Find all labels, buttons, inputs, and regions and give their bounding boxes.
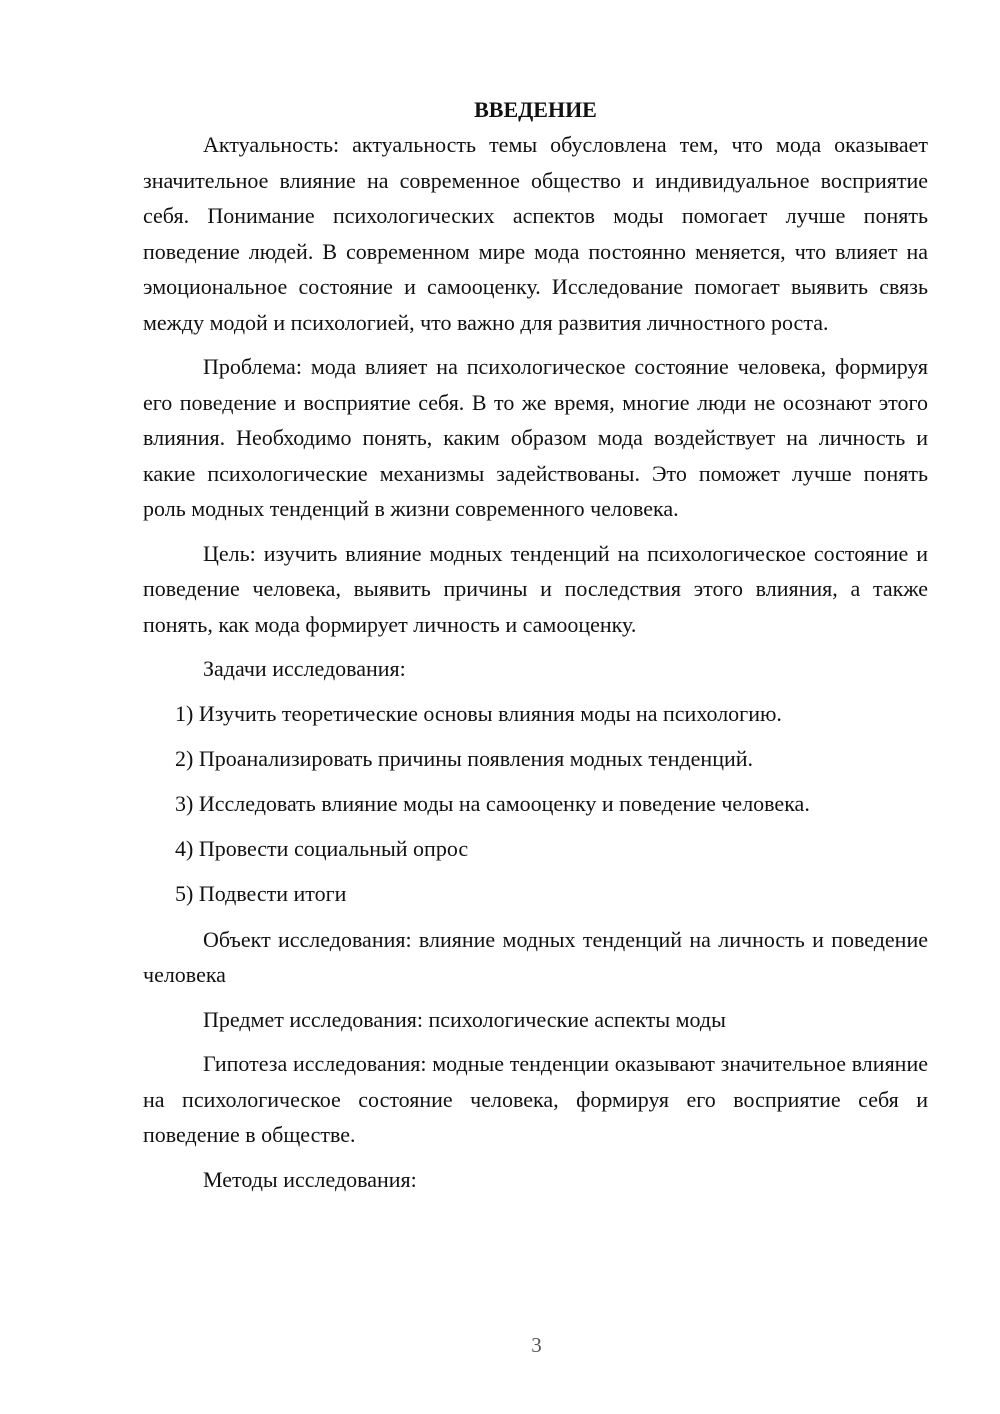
paragraph-subject: Предмет исследования: психологические аспекты моды (203, 1006, 726, 1032)
list-item: 3) Исследовать влияние моды на самооценку и поведение человека. (175, 791, 810, 816)
tasks-list (143, 696, 928, 912)
list-item: 4) Провести социальный опрос (175, 836, 469, 861)
paragraph-object: Объект исследования: влияние модных тенденций на личность и поведение человека (143, 926, 928, 987)
tasks-heading: Задачи исследования: (203, 656, 406, 681)
page-number: 3 (531, 1333, 542, 1357)
paragraph-relevance: Актуальность: актуальность темы обусловлена тем, что мода оказывает значительное влияние на современное общество и индивидуальное восприятие себя. Понимание психологических аспектов моды помогает лучше понять поведение людей. В современном мире мода постоянно меняется, что влияет на эмоциональное состояние и самооценку. Исследование помогает выявить связь между модой и психологией, что важно для развития личностного роста. (143, 132, 928, 335)
page-content (143, 92, 928, 1197)
list-item: 1) Изучить теоретические основы влияния моды на психологию. (175, 701, 782, 726)
paragraph-goal: Цель: изучить влияние модных тенденций на психологическое состояние и поведение человека, выявить причины и последствия этого влияния, а также понять, как мода формирует личность и самооценку. (143, 540, 928, 637)
list-item: 5) Подвести итоги (175, 881, 347, 906)
methods-heading: Методы исследования: (203, 1166, 417, 1192)
paragraph-hypothesis: Гипотеза исследования: модные тенденции оказывают значительное влияние на психологическое состояние человека, формируя его восприятие себя и поведение в обществе. (143, 1051, 928, 1147)
list-item: 2) Проанализировать причины появления модных тенденций. (175, 746, 754, 771)
paragraph-problem: Проблема: мода влияет на психологическое состояние человека, формируя его поведение и восприятие себя. В то же время, многие люди не осознают этого влияния. Необходимо понять, каким образом мода воздействует на личность и какие психологические механизмы задействованы. Это поможет лучше понять роль модных тенденций в жизни современного человека. (143, 354, 928, 521)
section-title: ВВЕДЕНИЕ (474, 97, 597, 122)
